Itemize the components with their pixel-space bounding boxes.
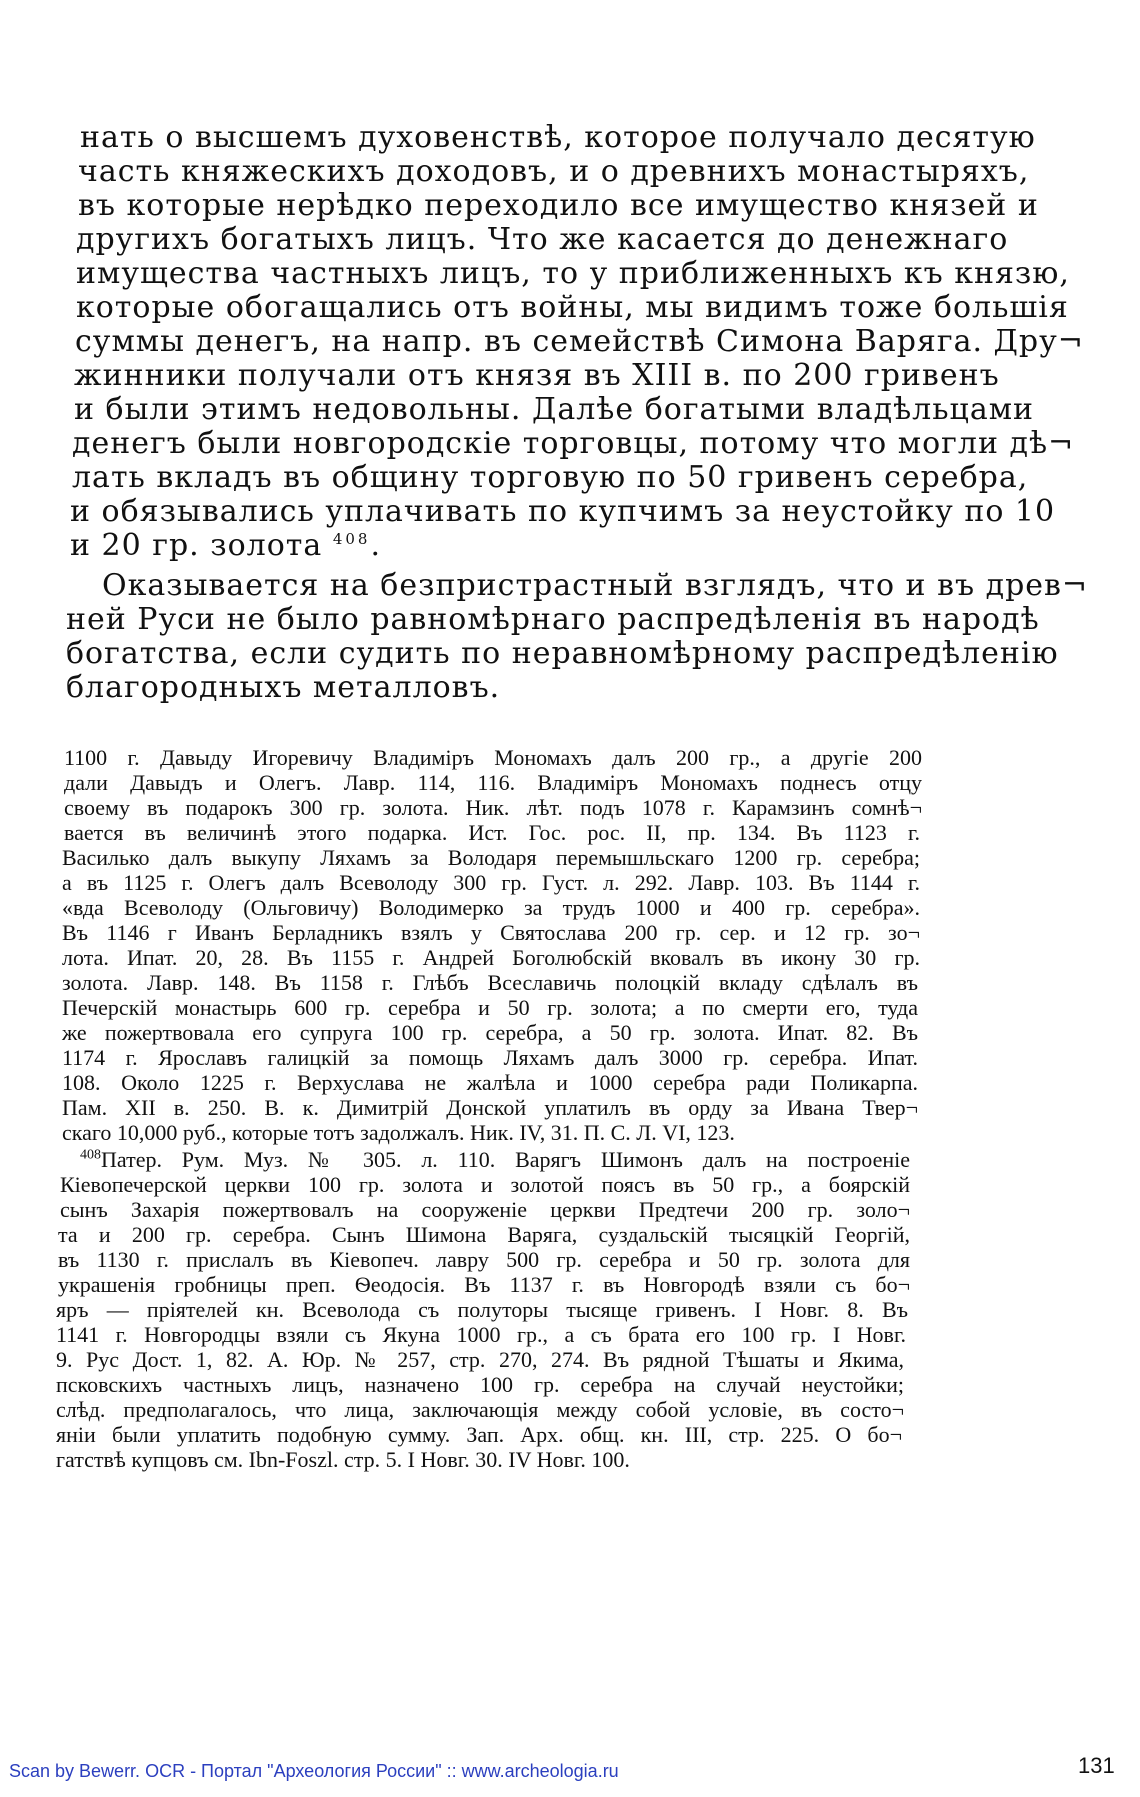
footnote-line: янiи были уплатить подобную сумму. Зап. Арх. общ. кн. III, стр. 225. О бо¬ bbox=[56, 1422, 902, 1447]
main-text-line: богатства, если судить по неравномѣрному распредѣленiю bbox=[66, 636, 1059, 671]
footnote-line: вается въ величинѣ этого подарка. Ист. Гос. рос. II, пр. 134. Въ 1123 г. bbox=[64, 820, 920, 845]
footnote-line: въ 1130 г. прислалъ въ Кiевопеч. лавру 500 гр. серебра и 50 гр. золота для bbox=[58, 1247, 910, 1272]
main-text-line: и обязывались уплачивать по купчимъ за неустойку по 10 bbox=[70, 494, 1056, 529]
footnote-line: слѣд. предполагалось, что лица, заключающiя между собой условiе, въ состо¬ bbox=[56, 1397, 904, 1422]
main-text-line: часть княжескихъ доходовъ, и о древнихъ монастыряхъ, bbox=[78, 154, 1030, 189]
footnote-line: Василько далъ выкупу Ляхамъ за Володаря перемышльскаго 1200 гр. серебра; bbox=[62, 845, 920, 870]
main-text-line-last: благородныхъ металловъ. bbox=[66, 670, 501, 705]
page-number: 131 bbox=[1078, 1753, 1115, 1778]
main-text-line: и были этимъ недовольны. Далѣе богатыми владѣльцами bbox=[74, 392, 1035, 427]
footnote-line: сынъ Захарiя пожертвовалъ на сооруженiе церкви Предтечи 200 гр. золо¬ bbox=[60, 1197, 910, 1222]
main-text-line-last bbox=[70, 528, 381, 563]
main-text-line: лать вкладъ въ общину торговую по 50 гривенъ серебра, bbox=[72, 460, 1029, 495]
footnote-line: 9. Рус Дост. 1, 82. А. Юр. № 257, стр. 270, 274. Въ рядной Тѣшаты и Якима, bbox=[56, 1347, 904, 1372]
footnote-line: 108. Около 1225 г. Верхуслава не жалѣла и 1000 серебра ради Поликарпа. bbox=[62, 1070, 918, 1095]
footnote-line: лота. Ипат. 20, 28. Въ 1155 г. Андрей Боголюбскiй вковалъ въ икону 30 гр. bbox=[62, 945, 920, 970]
footnote-line: 1100 г. Давыду Игоревичу Владимiръ Мономахъ далъ 200 гр., а другiе 200 bbox=[64, 745, 922, 770]
footnote-reference: 408 bbox=[332, 530, 371, 548]
footnote-line: дали Давыдъ и Олегъ. Лавр. 114, 116. Владимiръ Мономахъ поднесъ отцу bbox=[64, 770, 922, 795]
footnote-line: своему въ подарокъ 300 гр. золота. Ник. лѣт. подъ 1078 г. Карамзинъ сомнѣ¬ bbox=[64, 795, 922, 820]
main-text-line: суммы денегъ, на напр. въ семействѣ Симона Варяга. Дру¬ bbox=[75, 324, 1084, 359]
main-text-period: . bbox=[370, 528, 381, 563]
footnote-line: 1174 г. Ярославъ галицкiй за помощь Ляхамъ далъ 3000 гр. серебра. Ипат. bbox=[62, 1045, 918, 1070]
main-text-line: жинники получали отъ князя въ XIII в. по 200 гривенъ bbox=[74, 358, 1000, 393]
scan-credit-link[interactable]: Scan by Bewerr. OCR - Портал "Археология России" :: www.archeologia.ru bbox=[9, 1761, 619, 1781]
main-text-line: другихъ богатыхъ лицъ. Что же касается до денежнаго bbox=[76, 222, 1009, 257]
main-text-line: Оказывается на безпристрастный взглядъ, что и въ древ¬ bbox=[102, 568, 1089, 603]
footnote-line: 1141 г. Новгородцы взяли съ Якуна 1000 гр., а съ брата его 100 гр. I Новг. bbox=[56, 1322, 906, 1347]
footnote-line: а въ 1125 г. Олегъ далъ Всеволоду 300 гр. Густ. л. 292. Лавр. 103. Въ 1144 г. bbox=[62, 870, 920, 895]
footnote-line: Кiевопечерской церкви 100 гр. золота и золотой поясъ въ 50 гр., а боярскiй bbox=[60, 1172, 910, 1197]
footnote-line: же пожертвовала его супруга 100 гр. серебра, а 50 гр. золота. Ипат. 82. Въ bbox=[62, 1020, 918, 1045]
footnote-line-last: гатствѣ купцовъ см. Ibn-Foszl. стр. 5. I Новг. 30. IV Новг. 100. bbox=[56, 1447, 630, 1472]
footnote-line: Пам. XII в. 250. В. к. Димитрiй Донской уплатилъ въ орду за Ивана Твер¬ bbox=[62, 1095, 918, 1120]
footnote-line: украшенiя гробницы преп. Ѳеодосiя. Въ 1137 г. въ Новгородѣ взяли съ бо¬ bbox=[58, 1272, 910, 1297]
main-text-line: ней Руси не было равномѣрнаго распредѣленiя въ народѣ bbox=[66, 602, 1040, 637]
footnote-line: золота. Лавр. 148. Въ 1158 г. Глѣбъ Всеславичь полоцкiй вкладу сдѣлалъ въ bbox=[62, 970, 918, 995]
footnote-line: псковскихъ частныхъ лицъ, назначено 100 гр. серебра на случай неустойки; bbox=[56, 1372, 904, 1397]
main-text-line: въ которые нерѣдко переходило все имущество князей и bbox=[78, 188, 1039, 223]
main-text-line: денегъ были новгородскiе торговцы, потому что могли дѣ¬ bbox=[72, 426, 1075, 461]
footnote-line: та и 200 гр. серебра. Сынъ Шимона Варяга, суздальскiй тысяцкiй Георгiй, bbox=[58, 1222, 910, 1247]
footnote-line-last: скаго 10,000 руб., которые тотъ задолжалъ. Ник. IV, 31. П. С. Л. VI, 123. bbox=[62, 1120, 735, 1145]
footnote-number: 408 bbox=[80, 1147, 101, 1163]
footnote-text: Патер. Рум. Муз. № 305. л. 110. Варягъ Шимонъ далъ на построенiе bbox=[101, 1147, 910, 1172]
footnote-line: Печерскiй монастырь 600 гр. серебра и 50 гр. золота; а по смерти его, туда bbox=[62, 995, 918, 1020]
footnote-line: яръ — прiятелей кн. Всеволода съ полуторы тысяще гривенъ. I Новг. 8. Въ bbox=[56, 1297, 908, 1322]
footnote-line: Въ 1146 г Иванъ Берладникъ взялъ у Святослава 200 гр. сер. и 12 гр. зо¬ bbox=[62, 920, 920, 945]
footnote-408-first-line bbox=[80, 1147, 910, 1173]
footnote-line: «вда Всеволоду (Ольговичу) Володимерко за трудъ 1000 и 400 гр. серебра». bbox=[62, 895, 920, 920]
main-text-line: имущества частныхъ лицъ, то у приближенныхъ къ князю, bbox=[76, 256, 1070, 291]
main-text-fragment: и 20 гр. золота bbox=[70, 528, 323, 563]
main-text-line: которые обогащались отъ войны, мы видимъ тоже большiя bbox=[76, 290, 1069, 325]
main-text-line: нать о высшемъ духовенствѣ, которое получало десятую bbox=[80, 120, 1036, 155]
